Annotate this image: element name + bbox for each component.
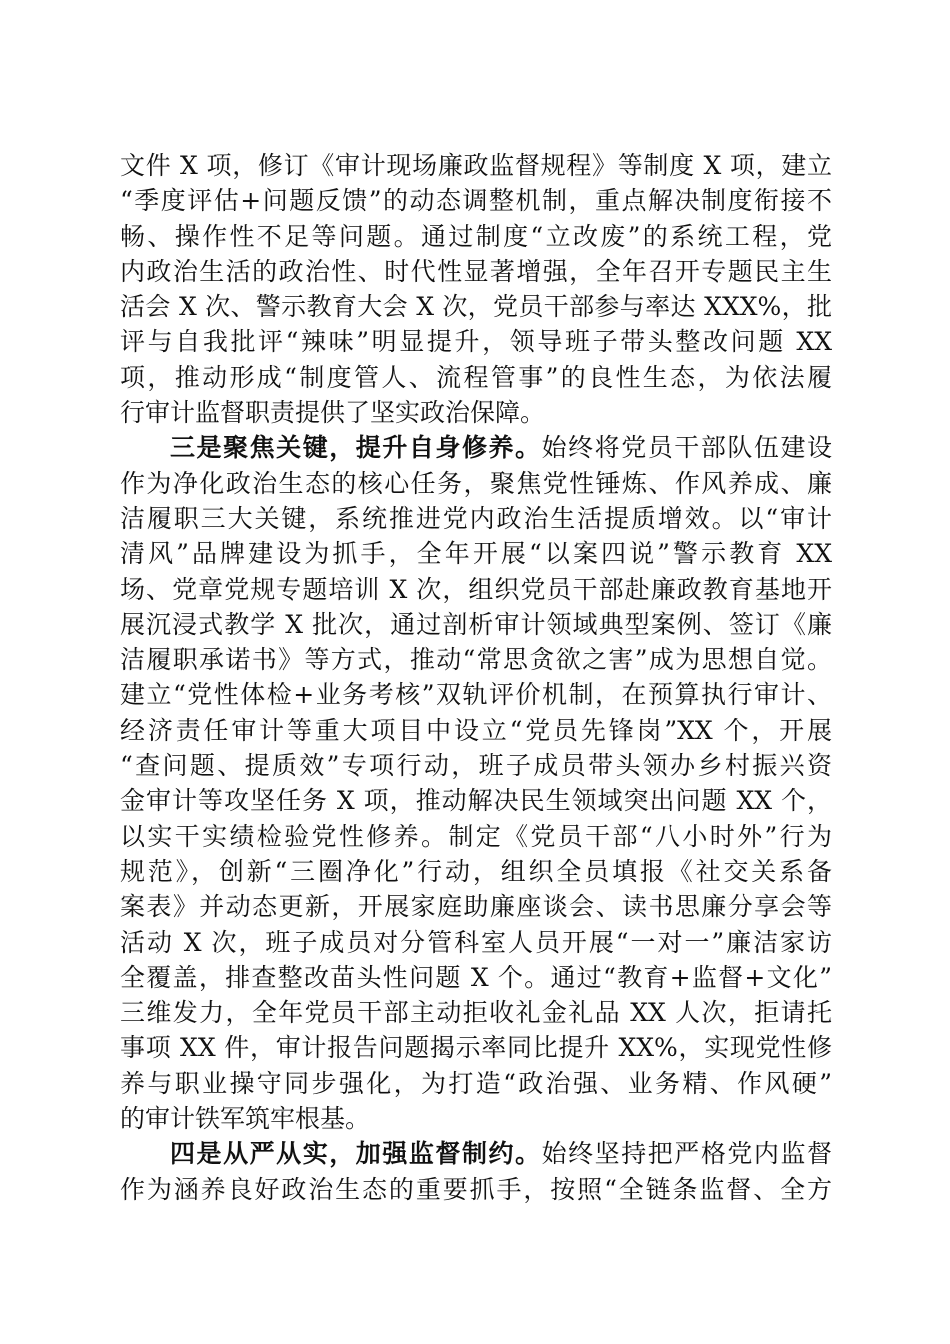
text-line: 经济责任审计等重大项目中设立“党员先锋岗”XX 个，开展 (120, 715, 832, 745)
text-line: 的审计铁军筑牢根基。 (120, 1104, 371, 1134)
text-line: 金审计等攻坚任务 X 项，推动解决民生领域突出问题 XX 个， (120, 786, 832, 816)
paragraph-2 (120, 430, 832, 1136)
text-line: 洁履职承诺书》等方式，推动“常思贪欲之害”成为思想自觉。 (120, 645, 832, 675)
text-line: 展沉浸式教学 X 批次，通过剖析审计领域典型案例、签订《廉 (120, 609, 832, 639)
text-line: 三维发力，全年党员干部主动拒收礼金礼品 XX 人次，拒请托 (120, 998, 832, 1028)
text-line: 内政治生活的政治性、时代性显著增强，全年召开专题民主生 (120, 256, 832, 286)
text-line (120, 1136, 832, 1171)
text-line: 场、党章党规专题培训 X 次，组织党员干部赴廉政教育基地开 (120, 574, 832, 604)
text-line: 畅、操作性不足等问题。通过制度“立改废”的系统工程，党 (120, 221, 832, 251)
text-line: 建立“党性体检+业务考核”双轨评价机制，在预算执行审计、 (120, 680, 832, 710)
paragraph-1 (120, 148, 832, 430)
heading-line-text: 始终将党员干部队伍建设 (541, 433, 832, 463)
text-line: 行审计监督职责提供了坚实政治保障。 (120, 398, 546, 428)
text-line (120, 430, 832, 465)
text-line: 作为净化政治生态的核心任务，聚焦党性锤炼、作风养成、廉 (120, 468, 832, 498)
paragraph-heading: 四是从严从实，加强监督制约。 (170, 1139, 542, 1169)
text-line: 养与职业操守同步强化，为打造“政治强、业务精、作风硬” (120, 1068, 832, 1098)
paragraph-3 (120, 1136, 832, 1207)
text-line: “季度评估+问题反馈”的动态调整机制，重点解决制度衔接不 (120, 186, 832, 216)
text-line: 规范》，创新“三圈净化”行动，组织全员填报《社交关系备 (120, 856, 832, 886)
text-line: “查问题、提质效”专项行动，班子成员带头领办乡村振兴资 (120, 751, 832, 781)
text-line: 清风”品牌建设为抓手，全年开展“以案四说”警示教育 XX (120, 539, 832, 569)
text-line: 活动 X 次，班子成员对分管科室人员开展“一对一”廉洁家访 (120, 927, 832, 957)
text-line: 评与自我批评“辣味”明显提升，领导班子带头整改问题 XX (120, 327, 832, 357)
document-body (120, 148, 832, 1207)
text-line: 以实干实绩检验党性修养。制定《党员干部“八小时外”行为 (120, 821, 832, 851)
heading-line-text: 始终坚持把严格党内监督 (541, 1139, 832, 1169)
text-line: 案表》并动态更新，开展家庭助廉座谈会、读书思廉分享会等 (120, 892, 832, 922)
text-line: 文件 X 项，修订《审计现场廉政监督规程》等制度 X 项，建立 (120, 151, 832, 180)
text-line: 项，推动形成“制度管人、流程管事”的良性生态，为依法履 (120, 362, 832, 392)
text-line: 全覆盖，排查整改苗头性问题 X 个。通过“教育+监督+文化” (120, 962, 832, 992)
text-line: 洁履职三大关键，系统推进党内政治生活提质增效。以“审计 (120, 503, 832, 533)
paragraph-heading: 三是聚焦关键，提升自身修养。 (170, 433, 542, 463)
text-line: 活会 X 次、警示教育大会 X 次，党员干部参与率达 XXX%，批 (120, 292, 832, 322)
text-line: 作为涵养良好政治生态的重要抓手，按照“全链条监督、全方 (120, 1174, 832, 1204)
text-line: 事项 XX 件，审计报告问题揭示率同比提升 XX%，实现党性修 (120, 1033, 832, 1063)
